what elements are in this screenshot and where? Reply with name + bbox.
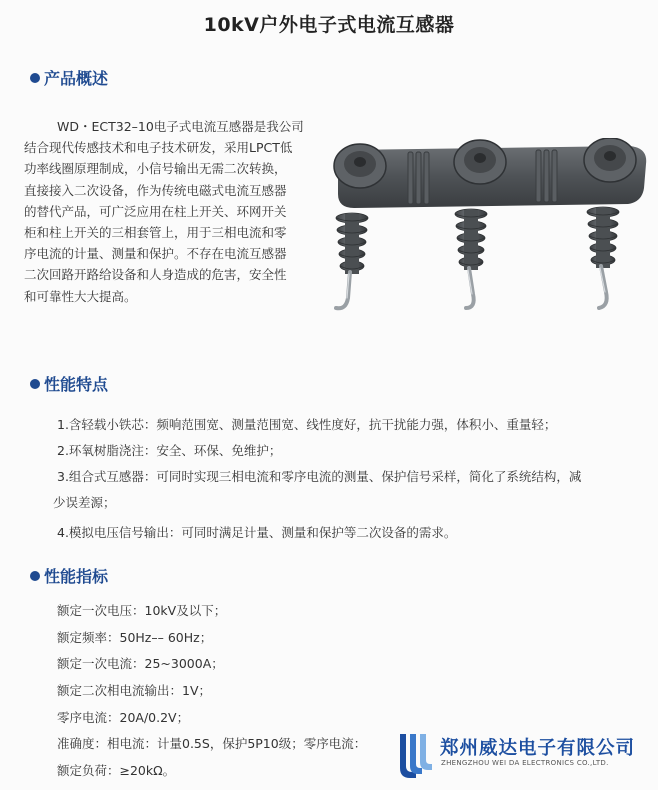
overview-line: 二次回路开路给设备和人身造成的危害，安全性: [24, 267, 287, 283]
feature-item: 4.模拟电压信号输出：可同时满足计量、测量和保护等二次设备的需求。: [57, 525, 457, 540]
company-logo: [392, 728, 642, 780]
overview-line: 结合现代传感技术和电子技术研发，采用LPCT低: [24, 140, 293, 156]
features-heading: [30, 372, 108, 395]
overview-line: 直接接入二次设备，作为传统电磁式电流互感器: [24, 182, 287, 198]
overview-line: 和可靠性大大提高。: [24, 288, 137, 304]
product-image: [330, 138, 652, 326]
feature-item-continuation: 少误差源；: [53, 495, 116, 510]
terminal-left: [334, 144, 386, 188]
overview-line: 序电流的计量、测量和保护。不存在电流互感器: [24, 246, 287, 262]
specs-list: [57, 602, 366, 789]
terminal-right: [584, 138, 636, 182]
overview-line: WD・ECT32–10电子式电流互感器是我公司: [57, 119, 304, 134]
feature-item: 3.组合式互感器：可同时实现三相电流和零序电流的测量、保护信号采样，简化了系统结构，减: [57, 469, 582, 484]
feature-item: 2.环氧树脂浇注：安全、环保、免维护；: [57, 443, 282, 458]
features-heading-label: 性能特点: [44, 375, 109, 394]
terminal-middle: [454, 140, 506, 184]
page-title: 10kV户外电子式电流互感器: [203, 14, 455, 36]
company-name-cn: 郑州威达电子有限公司: [440, 738, 636, 759]
overview-line: 的替代产品，可广泛应用在柱上开关、环网开关: [24, 203, 287, 219]
feature-item: 1.含轻载小铁芯：频响范围宽、测量范围宽、线性度好，抗干扰能力强，体积小、重量轻；: [57, 417, 557, 432]
bullet-dot-icon: [30, 571, 40, 581]
spec-item: 额定一次电压：10kV及以下；: [57, 603, 227, 618]
spec-item: 额定负荷：≥20kΩ。: [57, 763, 176, 779]
overview-heading: [30, 66, 108, 89]
specs-heading-label: 性能指标: [44, 567, 109, 586]
company-name-en: ZHENGZHOU WEI DA ELECTRONICS CO.,LTD.: [441, 759, 609, 767]
bullet-dot-icon: [30, 73, 40, 83]
spec-item: 额定一次电流：25~3000A；: [57, 656, 224, 672]
spec-item: 额定频率：50Hz–– 60Hz；: [57, 629, 213, 645]
bullet-dot-icon: [30, 379, 40, 389]
specs-heading: [30, 564, 108, 587]
spec-item: 额定二次相电流输出：1V；: [57, 683, 212, 699]
features-list: [53, 412, 637, 546]
company-logo-icon: [392, 728, 434, 778]
overview-text: [24, 116, 329, 307]
overview-line: 功率线圈原理制成，小信号输出无需二次转换，: [24, 161, 287, 177]
overview-heading-label: 产品概述: [44, 69, 109, 88]
spec-item: 准确度：相电流：计量0.5S，保护5P10级；零序电流：: [57, 736, 367, 752]
overview-line: 柜和柱上开关的三相套管上，用于三相电流和零: [24, 225, 287, 241]
spec-item: 零序电流：20A/0.2V；: [57, 709, 190, 725]
